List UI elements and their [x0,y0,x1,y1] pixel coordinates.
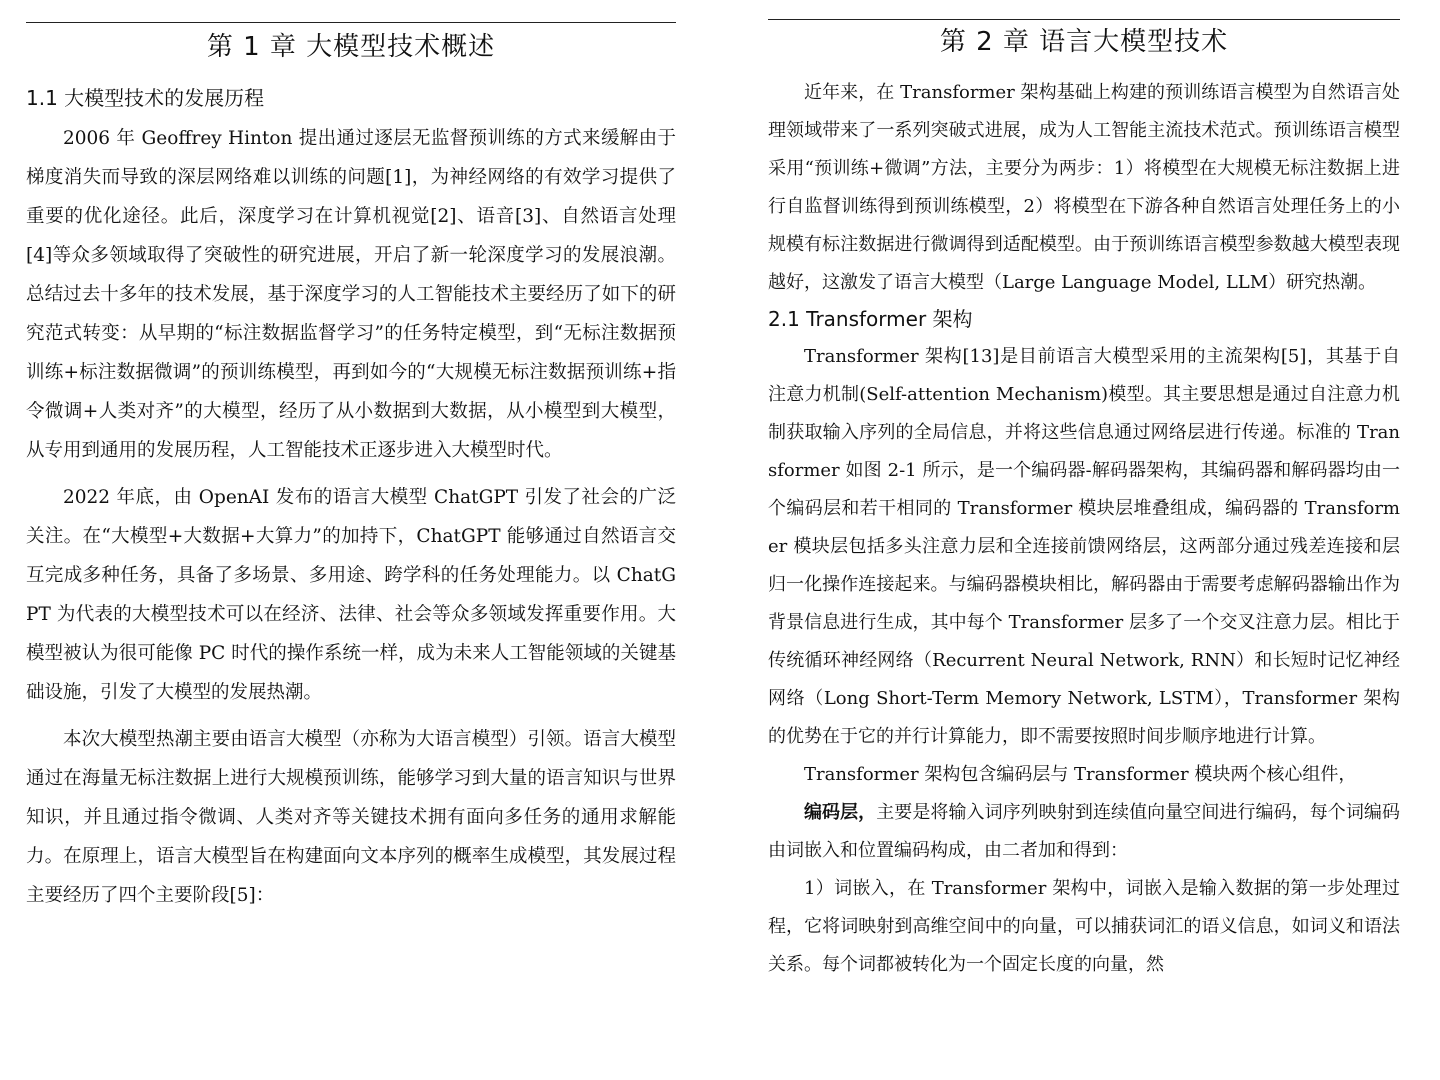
page-top-rule [26,22,676,23]
paragraph: 2022 年底，由 OpenAI 发布的语言大模型 ChatGPT 引发了社会的广泛关注。在“大模型+大数据+大算力”的加持下，ChatGPT 能够通过自然语言交互完成多种任务，具备了多场景、多用途、跨学科的任务处理能力。以 ChatGPT 为代表的大模型技术可以在经济、法律、社会等众多领域发挥重要作用。大模型被认为很可能像 PC 时代的操作系统一样，成为未来人工智能领域的关键基础设施，引发了大模型的发展热潮。 [26,487,676,703]
right-page [768,0,1400,1080]
word-embedding-paragraph: 1）词嵌入，在 Transformer 架构中，词嵌入是输入数据的第一步处理过程，它将词映射到高维空间中的向量，可以捕获词汇的语义信息，如词义和语法关系。每个词都被转化为一个固定长度的向量，然 [768,878,1400,975]
encoding-layer-text: 主要是将输入词序列映射到连续值向量空间进行编码，每个词编码由词嵌入和位置编码构成，由二者加和得到： [768,802,1400,861]
intro-paragraph: 近年来，在 Transformer 架构基础上构建的预训练语言模型为自然语言处理领域带来了一系列突破式进展，成为人工智能主流技术范式。预训练语言模型采用“预训练+微调”方法，主要分为两步：1）将模型在大规模无标注数据上进行自监督训练得到预训练模型，2）将模型在下游各种自然语言处理任务上的小规模有标注数据进行微调得到适配模型。由于预训练语言模型参数越大模型表现越好，这激发了语言大模型（Large Language Model, LLM）研究热潮。 [768,82,1400,293]
encoding-layer-term: 编码层， [804,802,877,823]
section-2-1-title: 2.1 Transformer 架构 [768,307,973,331]
paragraph: 本次大模型热潮主要由语言大模型（亦称为大语言模型）引领。语言大模型通过在海量无标注数据上进行大规模预训练，能够学习到大量的语言知识与世界知识，并且通过指令微调、人类对齐等关键技术拥有面向多任务的通用求解能力。在原理上，语言大模型旨在构建面向文本序列的概率生成模型，其发展过程主要经历了四个主要阶段[5]： [26,729,676,906]
chapter-2-title: 第 2 章 语言大模型技术 [939,27,1229,57]
section-1-1-title: 1.1 大模型技术的发展历程 [26,86,265,110]
left-page [26,0,676,1080]
paragraph: Transformer 架构包含编码层与 Transformer 模块两个核心组件， [804,764,1357,785]
paragraph: Transformer 架构[13]是目前语言大模型采用的主流架构[5]，其基于自注意力机制(Self-attention Mechanism)模型。其主要思想是通过自注意力机制获取输入序列的全局信息，并将这些信息通过网络层进行传递。标准的 Transformer 如图 2-1 所示，是一个编码器-解码器架构，其编码器和解码器均由一个编码层和若干相同的 Transformer 模块层堆叠组成，编码器的 Transformer 模块层包括多头注意力层和全连接前馈网络层，这两部分通过残差连接和层归一化操作连接起来。与编码器模块相比，解码器由于需要考虑解码器输出作为背景信息进行生成，其中每个 Transformer 层多了一个交叉注意力层。相比于传统循环神经网络（Recurrent Neural Network, RNN）和长短时记忆神经网络（Long Short-Term Memory Network, LSTM），Transformer 架构的优势在于它的并行计算能力，即不需要按照时间步顺序地进行计算。 [768,346,1400,747]
paragraph: 2006 年 Geoffrey Hinton 提出通过逐层无监督预训练的方式来缓解由于梯度消失而导致的深层网络难以训练的问题[1]，为神经网络的有效学习提供了重要的优化途径。此后，深度学习在计算机视觉[2]、语音[3]、自然语言处理[4]等众多领域取得了突破性的研究进展，开启了新一轮深度学习的发展浪潮。总结过去十多年的技术发展，基于深度学习的人工智能技术主要经历了如下的研究范式转变：从早期的“标注数据监督学习”的任务特定模型，到“无标注数据预训练+标注数据微调”的预训练模型，再到如今的“大规模无标注数据预训练+指令微调+人类对齐”的大模型，经历了从小数据到大数据，从小模型到大模型，从专用到通用的发展历程，人工智能技术正逐步进入大模型时代。 [26,128,676,461]
encoding-layer-paragraph [768,794,1400,870]
page-top-rule [768,19,1400,20]
chapter-1-title: 第 1 章 大模型技术概述 [206,32,496,62]
